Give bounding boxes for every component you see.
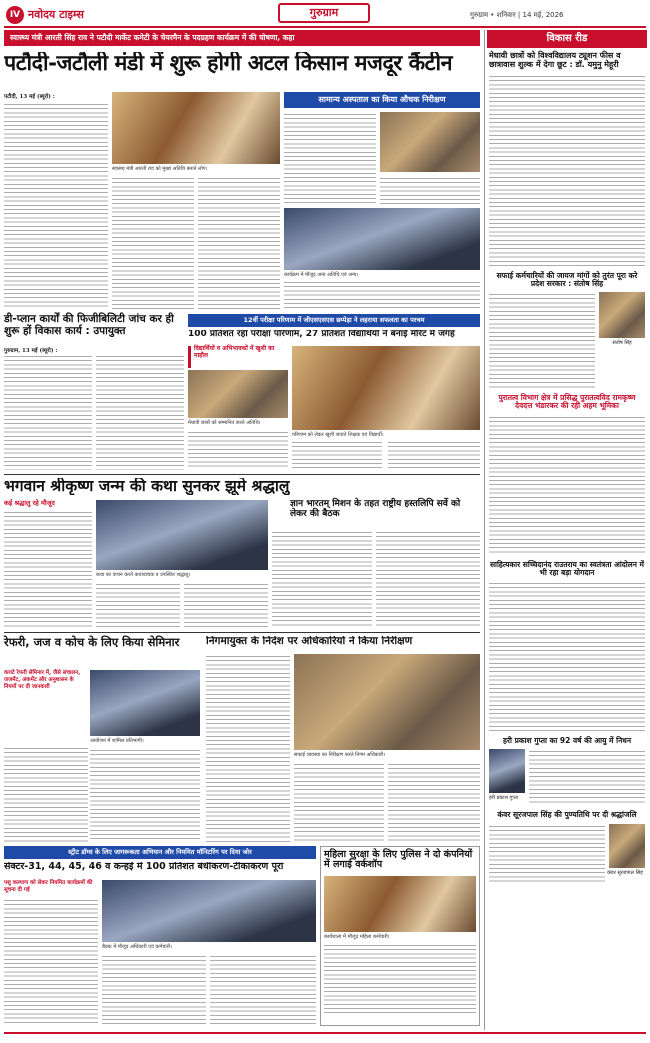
hospital-body-text-2	[380, 176, 480, 204]
lead-photo	[112, 92, 280, 164]
right-item6-caption: कंवर सूरजपाल सिंह	[607, 869, 643, 876]
mahila-headline: महिला सुरक्षा के लिए पुलिस ने दो कंपनियों में लगाई वर्कशॉप	[324, 849, 473, 871]
right-item6-body-wrap	[489, 824, 645, 882]
lead-photo-caption: स्वास्थ्य मंत्री आरती राव को मुख्य अतिथि बनाते लोग।	[112, 166, 208, 172]
footer-rule	[4, 1032, 646, 1034]
right-section-label: विकास रीड	[546, 33, 588, 44]
gyan-body-text	[272, 530, 372, 628]
results-caption-1: मेधावी छात्रों को सम्मानित करते अतिथि।	[188, 420, 261, 426]
results-body-text	[188, 430, 288, 470]
stray-headline: सेक्टर-31, 44, 45, 46 व कन्हई में 100 प्रतिशत बंधीकरण-टीकाकरण पूरा	[4, 862, 284, 872]
lead-story-column	[4, 92, 108, 310]
hospital-photo	[380, 112, 480, 172]
refry-body-text	[4, 746, 88, 842]
refry-subhead: कराटे रेफरी सेमिनार में, जैसे संचालन, जजमेंट, अंकमेंट और अनुशासन के नियमों पर दी जानकारी	[4, 670, 81, 690]
nigam-photo	[294, 654, 480, 750]
results-photo-1	[188, 370, 288, 418]
right-section-banner	[487, 30, 647, 48]
right-item2-headline: सफाई कर्मचारियों की जायज मांगों को तुरंत पूरा करे प्रदेश सरकार : संतोष सिंह	[496, 270, 638, 288]
bhagwan-subhead: कई श्रद्धालु रहे मौजूद	[4, 499, 55, 507]
right-item5-body	[529, 749, 645, 805]
right-item4-headline: साहित्यकार सच्चिदानंद राउतराय का स्वतंत्रता आंदोलन में भी रहा बड़ा योगदान	[489, 559, 645, 577]
refry-subhead-box	[4, 670, 88, 742]
refry-caption: आयोजन में शामिल प्रतिभागी।	[90, 738, 144, 744]
right-item2-body	[489, 292, 595, 388]
right-item6-photo	[609, 824, 645, 868]
right-item1-headline: मेधावी छात्रों को विश्वविद्यालय ट्यूशन फीस व छात्रावास शुल्क में देगा छूट : डॉ. यमुनु मेहूरी	[489, 51, 621, 69]
results-headline: 100 प्रतिशत रहा परीक्षा परिणाम, 27 प्रतिशत विद्यार्थियों ने बनाई मैरिट में जगह	[188, 330, 455, 339]
stray-kicker-banner	[4, 846, 316, 859]
stray-body-text	[4, 898, 98, 1026]
nigam-body-text-2	[294, 762, 384, 842]
refry-photo	[90, 670, 200, 736]
mahila-caption: कार्यशाला में मौजूद महिला कर्मचारी।	[324, 933, 390, 940]
right-item2-photo	[599, 292, 645, 338]
stray-photo	[102, 880, 316, 942]
section-tag	[278, 3, 370, 23]
results-kicker-banner	[188, 314, 480, 327]
results-subhead-box	[188, 346, 288, 368]
section-rule-2	[4, 632, 480, 633]
right-item5-caption: हरी प्रकाश गुप्ता	[489, 795, 519, 802]
dplan-body-text	[4, 354, 92, 470]
lead-body-text-2	[112, 176, 194, 310]
hospital-photo-2	[284, 208, 480, 270]
right-item2-caption: संतोष सिंह	[612, 340, 632, 347]
results-body-text-3	[388, 440, 480, 470]
masthead-rule	[4, 26, 646, 28]
results-kicker-text: 12वीं परीक्षा परिणाम में जीएसएसएस छप्पेड़ा ने लहराया सफलता का परचम	[243, 316, 425, 324]
section-rule-1	[4, 474, 480, 475]
results-caption-2: परिणाम को लेकर खुशी जताते शिक्षक एवं विद्यार्थी।	[292, 432, 384, 438]
mahila-photo	[324, 876, 476, 932]
bhagwan-body-text	[4, 510, 92, 628]
section-name: गुरुग्राम	[309, 6, 339, 19]
hospital-banner	[284, 92, 480, 108]
right-item5-headline: हरी प्रकाश गुप्ता का 92 वर्ष की आयु में निधन	[502, 736, 632, 746]
refry-body-text-2	[90, 748, 200, 842]
right-item6-body	[489, 824, 605, 882]
dplan-dateline: गुरुग्राम, 13 मई (ब्यूरो) :	[4, 348, 58, 354]
right-item3-body	[489, 415, 645, 555]
right-item1-body	[489, 74, 645, 266]
lead-body-text-3	[198, 176, 280, 310]
hospital-banner-text: सामान्य अस्पताल का किया औचक निरीक्षण	[318, 95, 446, 104]
right-item5-body-wrap	[489, 749, 645, 805]
gyan-body-text-2	[376, 530, 480, 628]
lead-headline: पटौदी-जटौली मंडी में शुरू होगी अटल किसान मजदूर कैंटीन	[4, 52, 453, 76]
right-item4-body	[489, 581, 645, 731]
right-item5-photo	[489, 749, 525, 793]
masthead	[0, 0, 650, 28]
hospital-caption: कार्यक्रम में मौजूद अन्य अतिथि एवं अन्य।	[284, 272, 359, 278]
stray-kicker-text: स्ट्रीट डॉग्स के लिए जागरूकता अभियान और नियमित मॉनिटरिंग पर दिया जोर	[68, 848, 252, 856]
results-subhead: विद्यार्थियों व अभिभावकों में खुशी का माहौल	[194, 345, 275, 359]
mahila-body-text	[324, 943, 476, 1015]
refry-headline: रेफरी, जज व कोच के लिए किया सेमिनार	[4, 635, 180, 649]
top-kicker-text: स्वास्थ्य मंत्री आरती सिंह राव ने पटौदी मार्केट कमेटी के चेयरमैन के पदग्रहण कार्यक्रम में की घोषणा, कहा	[10, 33, 295, 42]
dplan-body-text-2	[96, 354, 184, 470]
mahila-box	[320, 846, 480, 1026]
bhagwan-body-text-3	[184, 582, 268, 628]
nigam-body-text-3	[388, 762, 480, 842]
lead-body-text	[4, 102, 108, 310]
hospital-body-text	[284, 112, 376, 204]
nigam-body-text	[206, 654, 290, 842]
stray-subhead: पशु कल्याण को लेकर नियमित कार्यक्रमों की सूचना दी गई	[4, 880, 93, 893]
right-item3-headline: पुरातत्व विभाग क्षेत्र में प्रसिद्ध पुरातत्वविद रामकृष्ण देवदत्त भंडारकर की रही अहम भूमिका	[498, 393, 636, 411]
nigam-headline: निगमायुक्त के निर्देश पर अधिकारियों ने किया निरीक्षण	[206, 636, 413, 647]
right-item6-headline: कंवर सूरजपाल सिंह की पुण्यतिथि पर दी श्रद्धांजलि	[497, 810, 637, 820]
lead-dateline: पटौदी, 13 मई (ब्यूरो) :	[4, 94, 55, 100]
bhagwan-caption: कथा का वाचन करते कथावाचक व उपस्थित श्रद्धालु।	[96, 572, 191, 578]
right-column	[484, 30, 646, 1030]
page-number-badge: IV	[6, 6, 24, 24]
bhagwan-headline: भगवान श्रीकृष्ण जन्म की कथा सुनकर झूमे श्रद्धालु	[4, 478, 290, 495]
paper-name: नवोदय टाइम्स	[28, 8, 84, 21]
nigam-caption: सफाई व्यवस्था का निरीक्षण करते निगम अधिकारी।	[294, 752, 386, 758]
bhagwan-photo	[96, 500, 268, 570]
results-body-text-2	[292, 440, 382, 470]
results-photo-2	[292, 346, 480, 430]
top-kicker-banner	[4, 30, 480, 46]
gyan-headline: ज्ञान भारतम् मिशन के तहत राष्ट्रीय हस्तलिपि सर्वे को लेकर की बैठक	[290, 499, 461, 519]
stray-body-text-3	[210, 954, 316, 1026]
stray-caption: बैठक में मौजूद अधिकारी एवं कर्मचारी।	[102, 944, 172, 950]
dateline: गुरुग्राम • शनिवार | 14 मई, 2026	[470, 11, 564, 19]
right-item2-body-wrap	[489, 292, 645, 388]
stray-body-text-2	[102, 954, 206, 1026]
dplan-headline: डी-प्लान कार्यों की फिजीबिलिटी जांच कर ही शुरू हों विकास कार्य : उपायुक्त	[4, 313, 174, 337]
bhagwan-body-text-2	[96, 582, 180, 628]
hospital-body-text-3	[284, 280, 480, 310]
